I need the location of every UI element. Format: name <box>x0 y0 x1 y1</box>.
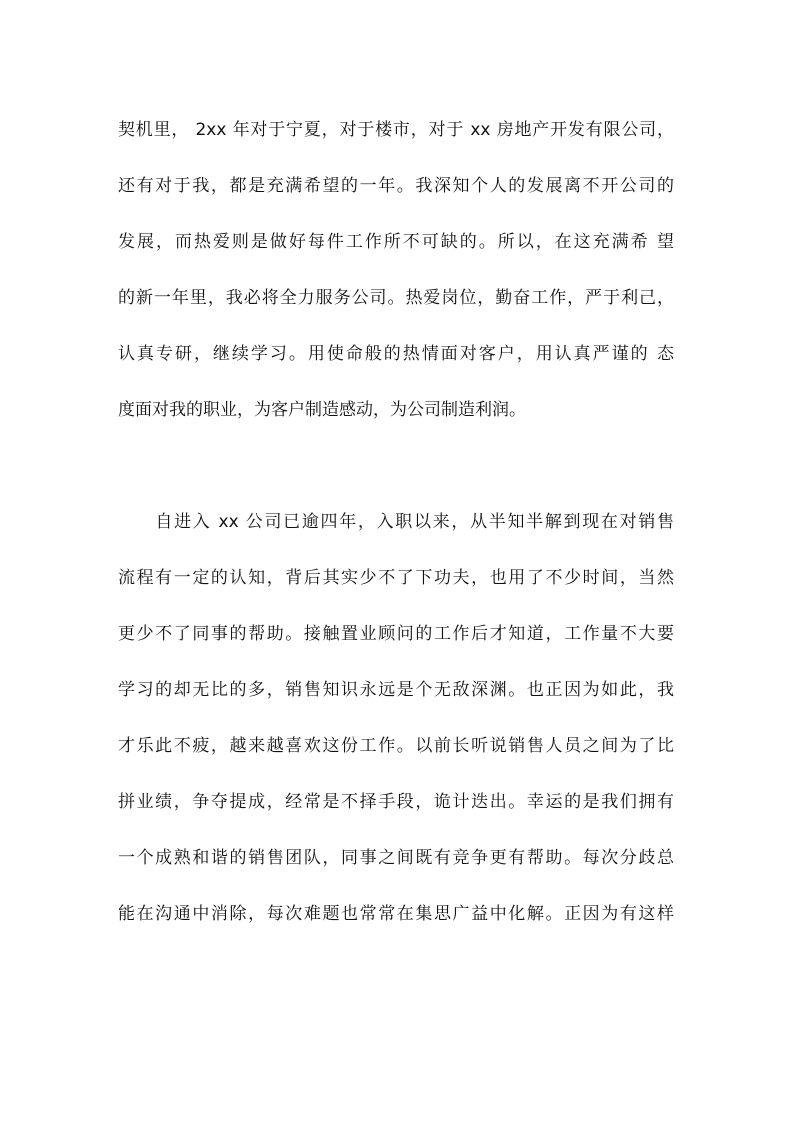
text-line: 自进入 xx 公司已逾四年，入职以来，从半知半解到现在对销售 <box>118 512 674 532</box>
text-line: 才乐此不疲，越来越喜欢这份工作。以前长听说销售人员之间为了比 <box>118 736 674 756</box>
text-line: 契机里， 2xx 年对于宁夏，对于楼市，对于 xx 房地产开发有限公司， <box>118 120 674 140</box>
paragraph-2 <box>118 504 674 952</box>
text-line: 还有对于我，都是充满希望的一年。我深知个人的发展离不开公司的 <box>118 176 674 196</box>
text-line: 更少不了同事的帮助。接触置业顾问的工作后才知道，工作量不大要 <box>118 624 674 644</box>
text-line: 一个成熟和谐的销售团队，同事之间既有竞争更有帮助。每次分歧总 <box>118 848 674 868</box>
text-line: 流程有一定的认知，背后其实少不了下功夫，也用了不少时间，当然 <box>118 568 674 588</box>
paragraph-1 <box>118 112 674 448</box>
text-line: 能在沟通中消除，每次难题也常常在集思广益中化解。正因为有这样 <box>118 904 674 924</box>
text-line: 的新一年里，我必将全力服务公司。热爱岗位，勤奋工作，严于利己， <box>118 288 674 308</box>
text-line: 度面对我的职业，为客户制造感动，为公司制造利润。 <box>118 400 526 420</box>
text-line: 学习的却无比的多，销售知识永远是个无敌深渊。也正因为如此，我 <box>118 680 674 700</box>
text-line: 拼业绩，争夺提成，经常是不择手段，诡计迭出。幸运的是我们拥有 <box>118 792 674 812</box>
text-line: 认真专研，继续学习。用使命般的热情面对客户，用认真严谨的 态 <box>118 344 674 364</box>
text-line: 发展，而热爱则是做好每件工作所不可缺的。所以，在这充满希 望 <box>118 232 674 252</box>
